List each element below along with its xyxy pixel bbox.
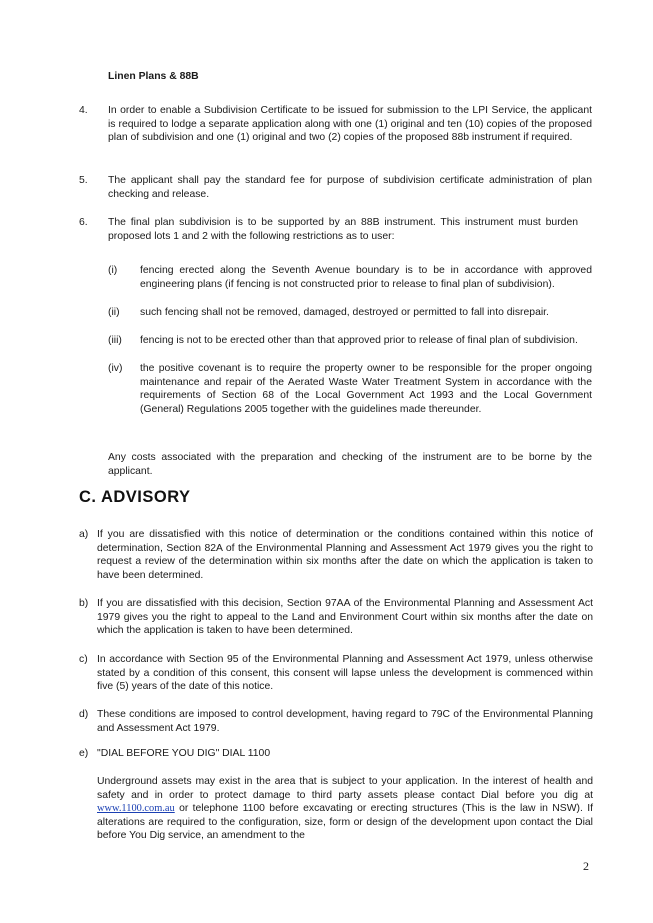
restriction-label-i: (i) bbox=[108, 265, 118, 276]
restriction-text-i: fencing erected along the Seventh Avenue boundary is to be in accordance with approved engineering plans (if fencing is not constructed prior to release to final plan of subdivision). bbox=[140, 265, 592, 290]
condition-number-4: 4. bbox=[79, 105, 88, 116]
page-number: 2 bbox=[583, 859, 589, 873]
condition-number-5: 5. bbox=[79, 175, 88, 186]
restriction-label-iii: (iii) bbox=[108, 335, 122, 346]
dial-before-you-dig-link[interactable]: www.1100.com.au bbox=[97, 803, 175, 815]
advisory-letter-a: a) bbox=[79, 529, 89, 540]
advisory-text-c: In accordance with Section 95 of the Environmental Planning and Assessment Act 1979, unless otherwise stated by a condition of this consent, this consent will lapse unless the development is commenced within five (5) years of the date of this notice. bbox=[97, 654, 593, 693]
dial-paragraph-text-start: Underground assets may exist in the area that is subject to your application. In the interest of health and safety and in order to protect damage to third party assets please contact Dial before you dig at bbox=[97, 776, 593, 801]
advisory-letter-b: b) bbox=[79, 598, 89, 609]
advisory-section-title: C. ADVISORY bbox=[79, 488, 191, 506]
restriction-label-iv: (iv) bbox=[108, 363, 123, 374]
restriction-text-ii: such fencing shall not be removed, damaged, destroyed or permitted to fall into disrepair. bbox=[140, 307, 549, 318]
dial-before-you-dig-paragraph bbox=[97, 775, 593, 843]
advisory-text-a: If you are dissatisfied with this notice of determination or the conditions contained within this notice of determination, Section 82A of the Environmental Planning and Assessment Act 1979 gives you the right to request a review of the determination within six months after the date on which the application is taken to have been determined. bbox=[97, 529, 593, 581]
restriction-text-iv: the positive covenant is to require the property owner to be responsible for the proper ongoing maintenance and repair of the Aerated Waste Water Treatment System in accordance with the requirements of Section 68 of the Local Government Act 1993 and the Local Government (General) Regulations 2005 together with the guidelines made thereunder. bbox=[140, 363, 592, 415]
condition-text-4: In order to enable a Subdivision Certificate to be issued for submission to the LPI Service, the applicant is required to lodge a separate application along with one (1) original and ten (10) copies of the proposed plan of subdivision and one (1) original and two (2) copies of the proposed 88b instrument if required. bbox=[108, 105, 592, 144]
condition-number-6: 6. bbox=[79, 217, 88, 228]
restriction-label-ii: (ii) bbox=[108, 307, 120, 318]
advisory-text-d: These conditions are imposed to control development, having regard to 79C of the Environmental Planning and Assessment Act 1979. bbox=[97, 709, 593, 734]
advisory-letter-e: e) bbox=[79, 748, 89, 759]
advisory-text-b: If you are dissatisfied with this decision, Section 97AA of the Environmental Planning and Assessment Act 1979 gives you the right to appeal to the Land and Environment Court within six months after the date on which the application is taken to have been determined. bbox=[97, 598, 593, 637]
advisory-letter-d: d) bbox=[79, 709, 89, 720]
advisory-text-e: "DIAL BEFORE YOU DIG" DIAL 1100 bbox=[97, 748, 271, 759]
condition-text-5: The applicant shall pay the standard fee for purpose of subdivision certificate administration of plan checking and release. bbox=[108, 175, 592, 200]
advisory-letter-c: c) bbox=[79, 654, 88, 665]
costs-note: Any costs associated with the preparation and checking of the instrument are to be borne by the applicant. bbox=[108, 452, 592, 477]
section-heading-linen-plans: Linen Plans & 88B bbox=[108, 71, 199, 82]
dial-paragraph-text-end: or telephone 1100 before excavating or erecting structures (This is the law in NSW). If alterations are required to the configuration, size, form or design of the development upon contact the Dial before You Dig service, an amendment to the bbox=[97, 803, 593, 842]
restriction-text-iii: fencing is not to be erected other than that approved prior to release of final plan of subdivision. bbox=[140, 335, 578, 346]
condition-text-6: The final plan subdivision is to be supported by an 88B instrument. This instrument must burden proposed lots 1 and 2 with the following restrictions as to user: bbox=[108, 217, 578, 242]
